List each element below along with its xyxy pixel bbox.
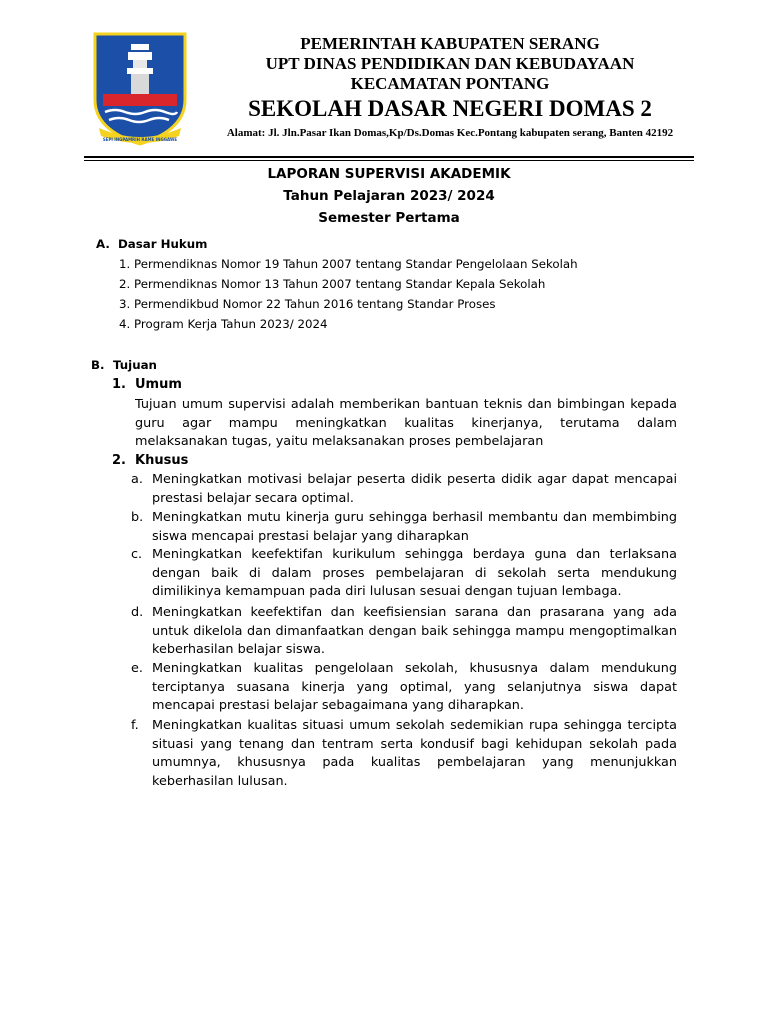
list-item: Permendikbud Nomor 22 Tahun 2016 tentang Standar Proses bbox=[134, 297, 496, 311]
letterhead-district: KECAMATAN PONTANG bbox=[350, 74, 550, 93]
section-b-heading: Tujuan bbox=[113, 358, 157, 372]
list-item: Permendiknas Nomor 19 Tahun 2007 tentang Standar Pengelolaan Sekolah bbox=[134, 257, 578, 271]
umum-paragraph: Tujuan umum supervisi adalah memberikan bantuan teknis dan bimbingan kepada guru agar mampu meningkatkan kualitas kinerjanya, terutama dalam melaksanakan tugas, yaitu melaksanakan proses pembelajaran bbox=[135, 397, 677, 449]
list-item-number: 3. bbox=[119, 297, 131, 311]
list-item-number: 1. bbox=[119, 257, 131, 271]
list-item: Meningkatkan mutu kinerja guru sehingga berhasil membantu dan membimbing siswa mencapai prestasi belajar yang diharapkan bbox=[152, 510, 677, 544]
list-item-letter: d. bbox=[131, 605, 144, 620]
report-title bbox=[84, 163, 694, 229]
report-title-semester: Semester Pertama bbox=[318, 210, 460, 226]
list-item-number: 2. bbox=[119, 277, 131, 291]
list-item: Meningkatkan keefektifan kurikulum sehingga berdaya guna dan terlaksana dengan baik di dalam proses pembelajaran di sekolah serta mendukung dimilikinya kemampuan pada diri lulusan sesuai dengan tujuan lembaga. bbox=[152, 547, 677, 599]
letterhead-school-name: SEKOLAH DASAR NEGERI DOMAS 2 bbox=[248, 96, 652, 121]
report-title-line1: LAPORAN SUPERVISI AKADEMIK bbox=[267, 166, 511, 182]
list-item: Program Kerja Tahun 2023/ 2024 bbox=[134, 317, 328, 331]
khusus-heading: Khusus bbox=[135, 453, 189, 468]
logo-motto: SEPI INGPAMRIH RAME INGGAWE bbox=[102, 137, 178, 142]
list-item-letter: b. bbox=[131, 510, 144, 525]
umum-heading: Umum bbox=[135, 377, 182, 392]
kabupaten-serang-logo-icon bbox=[91, 30, 189, 146]
letterhead-rule bbox=[84, 156, 694, 158]
list-item: Meningkatkan kualitas pengelolaan sekolah, khususnya dalam mendukung terciptanya suasana kinerja yang optimal, yang selanjutnya siswa dapat mencapai prestasi belajar sebagaimana yang diharapkan. bbox=[152, 661, 677, 713]
letterhead-government: PEMERINTAH KABUPATEN SERANG bbox=[300, 34, 600, 53]
khusus-number: 2. bbox=[112, 453, 126, 468]
list-item-letter: f. bbox=[131, 718, 139, 733]
list-item-letter: e. bbox=[131, 661, 143, 676]
letterhead bbox=[200, 34, 700, 140]
section-a-letter: A. bbox=[96, 237, 110, 251]
section-a-heading: Dasar Hukum bbox=[118, 237, 208, 251]
list-item: Meningkatkan kualitas situasi umum sekolah sedemikian rupa sehingga tercipta situasi yang tenang dan tentram serta kondusif bagi kehidupan sekolah pada umumnya, khususnya pada kualitas pembelajaran yang menunjukkan keberhasilan lulusan. bbox=[152, 718, 677, 789]
letterhead-rule-thin bbox=[84, 160, 694, 161]
list-item: Permendiknas Nomor 13 Tahun 2007 tentang Standar Kepala Sekolah bbox=[134, 277, 546, 291]
list-item-letter: c. bbox=[131, 547, 143, 562]
list-item-letter: a. bbox=[131, 472, 143, 487]
list-item: Meningkatkan motivasi belajar peserta didik peserta didik agar dapat mencapai prestasi belajar secara optimal. bbox=[152, 472, 677, 506]
list-item: Meningkatkan keefektifan dan keefisiensian sarana dan prasarana yang ada untuk dikelola dan dimanfaatkan dengan baik sehingga mampu mengoptimalkan keberhasilan belajar siswa. bbox=[152, 605, 677, 657]
list-item-number: 4. bbox=[119, 317, 131, 331]
section-b-letter: B. bbox=[91, 358, 105, 372]
letterhead-agency: UPT DINAS PENDIDIKAN DAN KEBUDAYAAN bbox=[265, 54, 635, 73]
report-title-year: Tahun Pelajaran 2023/ 2024 bbox=[283, 188, 495, 204]
umum-number: 1. bbox=[112, 377, 126, 392]
letterhead-address: Alamat: Jl. Jln.Pasar Ikan Domas,Kp/Ds.Domas Kec.Pontang kabupaten serang, Banten 42192 bbox=[226, 127, 674, 139]
